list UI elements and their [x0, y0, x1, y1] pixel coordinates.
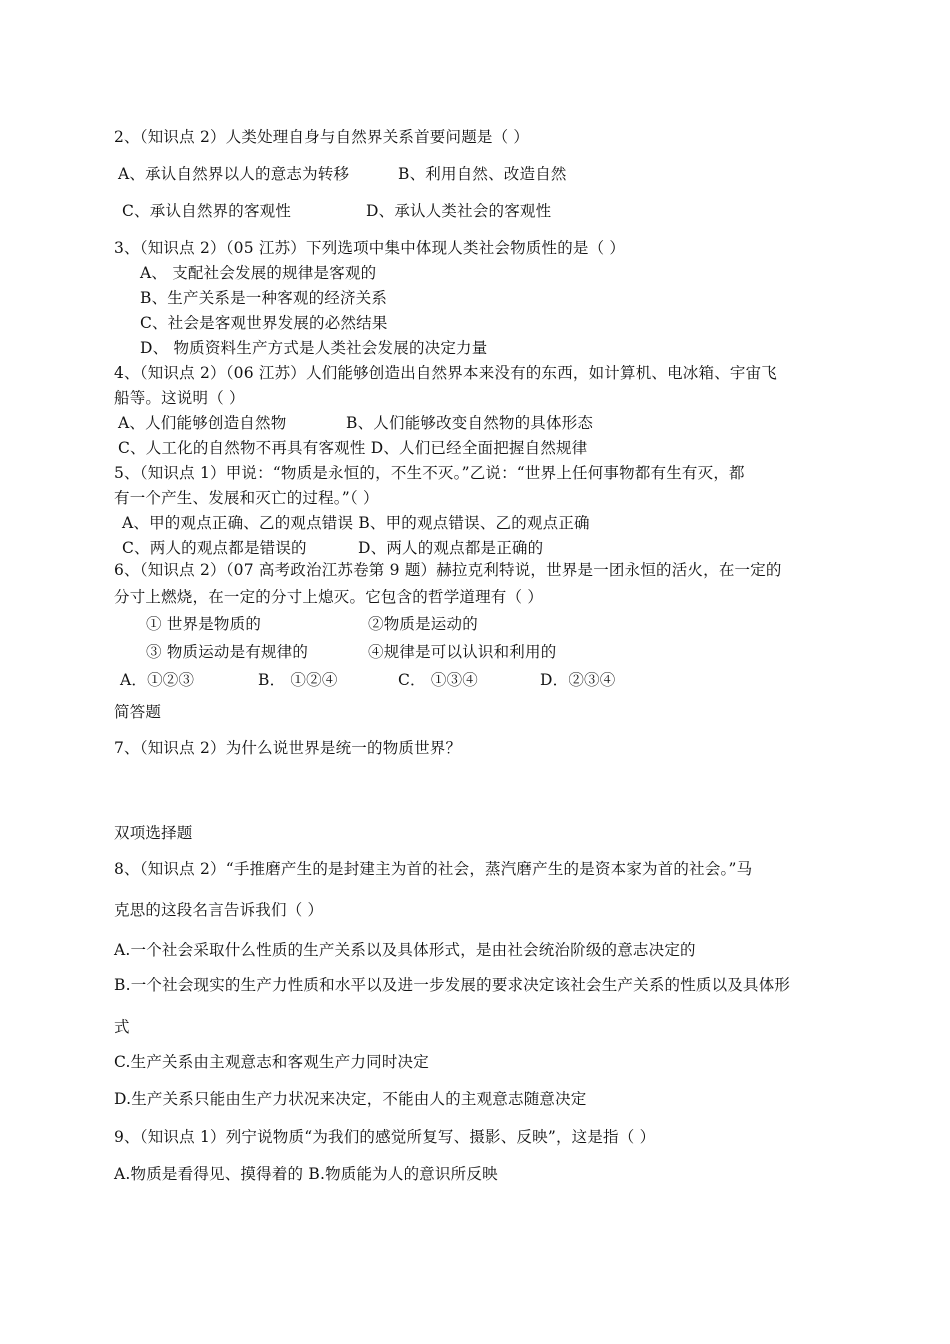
question-2-stem: 2、（知识点 2）人类处理自身与自然界关系首要问题是（ ）	[114, 128, 530, 146]
question-2-option-c: C、承认自然界的客观性	[122, 202, 292, 220]
question-4-options-cd: C、人工化的自然物不再具有客观性 D、人们已经全面把握自然规律	[118, 439, 588, 457]
question-2-option-b: B、利用自然、改造自然	[398, 165, 567, 183]
question-2-option-a: A、承认自然界以人的意志为转移	[118, 165, 350, 183]
question-8-option-d: D.生产关系只能由生产力状况来决定，不能由人的主观意志随意决定	[114, 1090, 587, 1108]
question-3-option-c: C、社会是客观世界发展的必然结果	[140, 314, 388, 332]
question-6-statement-3: ③ 物质运动是有规律的	[146, 643, 309, 661]
question-8-option-a: A.一个社会采取什么性质的生产关系以及具体形式，是由社会统治阶级的意志决定的	[114, 941, 696, 959]
question-6-statement-2: ②物质是运动的	[368, 615, 478, 633]
question-4-stem-line-2: 船等。这说明（ ）	[114, 389, 245, 407]
question-6-statement-1: ① 世界是物质的	[146, 615, 262, 633]
question-5-stem-line-2: 有一个产生、发展和灭亡的过程。”（ ）	[114, 489, 379, 507]
question-2-option-d: D、承认人类社会的客观性	[366, 202, 552, 220]
question-4-option-a: A、人们能够创造自然物	[118, 414, 287, 432]
question-6-statement-4: ④规律是可以认识和利用的	[368, 643, 557, 661]
question-4-option-b: B、人们能够改变自然物的具体形态	[346, 414, 594, 432]
question-3-option-d: D、 物质资料生产方式是人类社会发展的决定力量	[140, 339, 488, 357]
question-6-option-d: D．②③④	[540, 671, 616, 689]
question-6-option-a: A．①②③	[120, 671, 195, 689]
question-3-option-b: B、生产关系是一种客观的经济关系	[140, 289, 388, 307]
question-3-option-a: A、 支配社会发展的规律是客观的	[140, 264, 377, 282]
question-6-stem-line-2: 分寸上燃烧，在一定的分寸上熄灭。它包含的哲学道理有（ ）	[114, 588, 544, 606]
question-6-option-b: B． ①②④	[258, 671, 338, 689]
question-8-option-b-line-2: 式	[114, 1018, 130, 1036]
question-3-stem: 3、（知识点 2）（05 江苏）下列选项中集中体现人类社会物质性的是（ ）	[114, 239, 626, 257]
section-heading-short-answer: 简答题	[114, 703, 162, 721]
question-8-option-c: C.生产关系由主观意志和客观生产力同时决定	[114, 1053, 429, 1071]
question-8-stem-line-2: 克思的这段名言告诉我们（ ）	[114, 901, 324, 919]
question-9-stem: 9、（知识点 1）列宁说物质“为我们的感觉所复写、摄影、反映”，这是指（ ）	[114, 1128, 656, 1146]
question-5-option-d: D、两人的观点都是正确的	[358, 539, 544, 557]
question-6-stem-line-1: 6、（知识点 2）（07 高考政治江苏卷第 9 题）赫拉克利特说，世界是一团永恒的活火，在一定的	[114, 561, 782, 579]
question-4-stem-line-1: 4、（知识点 2）（06 江苏）人们能够创造出自然界本来没有的东西，如计算机、电冰箱、宇宙飞	[114, 364, 778, 382]
question-7-stem: 7、（知识点 2）为什么说世界是统一的物质世界？	[114, 739, 462, 757]
section-heading-double-choice: 双项选择题	[114, 824, 193, 842]
question-8-stem-line-1: 8、（知识点 2）“手推磨产生的是封建主为首的社会，蒸汽磨产生的是资本家为首的社会。”马	[114, 860, 753, 878]
question-5-stem-line-1: 5、（知识点 1）甲说：“物质是永恒的，不生不灭。”乙说：“世界上任何事物都有生有灭，都	[114, 464, 745, 482]
question-9-options-ab: A.物质是看得见、摸得着的 B.物质能为人的意识所反映	[114, 1165, 498, 1183]
question-5-options-ab: A、甲的观点正确、乙的观点错误 B、甲的观点错误、乙的观点正确	[122, 514, 590, 532]
question-6-option-c: C． ①③④	[398, 671, 478, 689]
question-8-option-b-line-1: B.一个社会现实的生产力性质和水平以及进一步发展的要求决定该社会生产关系的性质以及具体形	[114, 976, 791, 994]
question-5-option-c: C、两人的观点都是错误的	[122, 539, 307, 557]
